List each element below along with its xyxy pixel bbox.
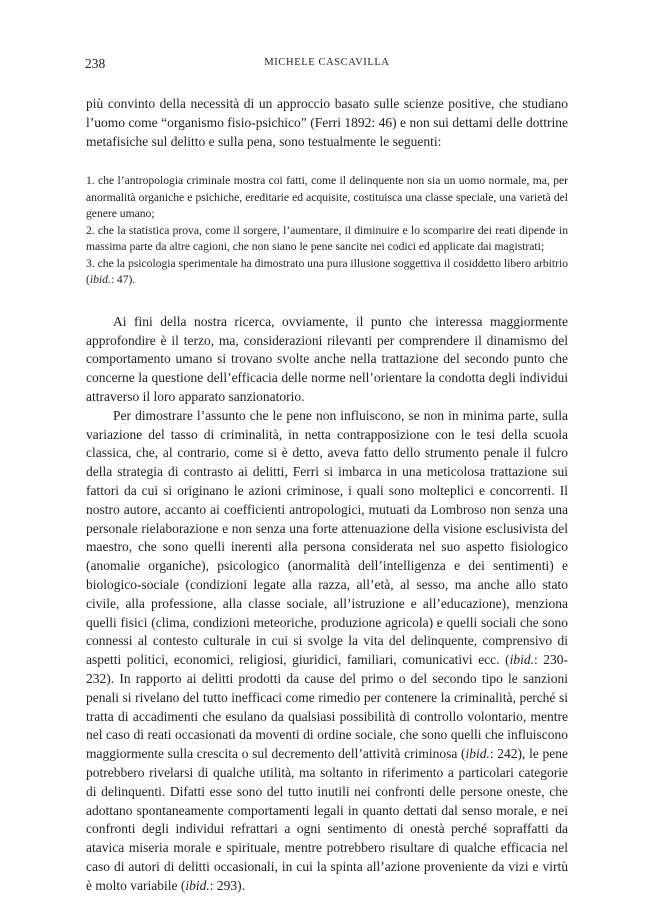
main-text	[86, 95, 568, 896]
citation-ibid: ibid.	[465, 746, 490, 762]
quote-item-3-end: : 47).	[110, 273, 136, 287]
intro-paragraph: più convinto della necessità di un approccio basato sulle scienze positive, che studiano l’uomo come “organismo fisio-psichico” (Ferri 1892: 46) e non sui dettami delle dottrine metafisiche sul delitto e sulla pena, sono testualmente le seguenti:	[86, 96, 568, 149]
quote-item-2: 2. che la statistica prova, come il sorgere, l’aumentare, il diminuire e lo scomparire dei reati dipende in massima parte da altre cagioni, che non siano le pene sancite nei codici ed applicate dai magistrati;	[86, 223, 568, 254]
page-number: 238	[85, 56, 106, 71]
quote-item-3-text: 3. che la psicologia sperimentale ha dimostrato una pura illusione soggettiva il cosiddetto libero arbitrio (	[86, 256, 568, 287]
quote-item-3	[86, 256, 568, 289]
quote-item-1: 1. che l’antropologia criminale mostra coi fatti, come il delinquente non sia un uomo normale, ma, per anormalità organiche e psichiche, ereditarie ed acquisite, costituisca una classe speciale, una varietà del genere umano;	[86, 174, 568, 221]
page-header	[85, 54, 569, 74]
paragraph-2-part-3: : 242), le pene potrebbero rivelarsi di qualche utilità, ma soltanto in riferimento a particolari categorie di delinquenti. Difatti esse sono del tutto inutili nei confronti delle persone oneste, che adottano spontaneamente comportamenti legali in quanto dettati dal senso morale, e nei confronti degli individui refrattari a ogni sentimento di onestà perché sopraffatti da atavica miseria morale e spirituale, mentre potrebbero risultare di qualche efficacia nel caso di autori di delitti occasionali, in cui la spinta all’azione proveniente da vizi e virtù è molto variabile (	[86, 746, 568, 893]
citation-ibid: ibid.	[509, 652, 534, 668]
running-head: MICHELE CASCAVILLA	[264, 57, 390, 68]
citation-ibid: ibid.	[185, 877, 210, 893]
paragraph-2-part-2: : 230-232). In rapporto ai delitti prodotti da cause del primo o del secondo tipo le sanzioni penali si rivelano del tutto inefficaci come rimedio per contenere la criminalità, perché si tratta di accadimenti che esulano da qualsiasi possibilità di controllo volontario, mentre nel caso di reati occasionati da moventi di ordine sociale, che sono quelli che influiscono maggiormente sulla crescita o sul decremento dell’attività criminosa (	[86, 652, 568, 762]
body-paragraph-2	[86, 407, 568, 896]
paragraph-2-part-4: : 293).	[209, 877, 245, 893]
paragraph-2-part-1: Per dimostrare l’assunto che le pene non influiscono, se non in minima parte, sulla variazione del tasso di criminalità, in netta contrapposizione con le tesi della scuola classica, che, al contrario, come si è detto, aveva fatto dello strumento penale il fulcro della strategia di contrasto ai delitti, Ferri si imbarca in una meticolosa trattazione sui fattori da cui si originano le azioni criminose, i quali sono molteplici e concorrenti. Il nostro autore, accanto ai coefficienti antropologici, mutuati da Lombroso non senza una personale rielaborazione e non senza una forte attenuazione della visione esclusivista del maestro, che sono quelli inerenti alla persona considerata nel suo aspetto fisiologico (anomalie organiche), psicologico (anormalità dell’intelligenza e dei sentimenti) e biologico-sociale (condizioni legate alla razza, all’età, al sesso, ma anche allo stato civile, alla professione, alla classe sociale, all’istruzione e all’educazione), menziona quelli fisici (clima, condizioni meteoriche, produzione agricola) e quelli sociali che sono connessi al contesto culturale in cui si svolge la vita del delinquente, comprensivo di aspetti politici, economici, religiosi, giuridici, familiari, comunicativi ecc. (	[86, 407, 568, 668]
citation-ibid: ibid.	[89, 273, 111, 287]
body-paragraph-1: Ai fini della nostra ricerca, ovviamente, il punto che interessa maggiormente approfondire è il terzo, ma, considerazioni rilevanti per comprendere il dinamismo del comportamento umano si trovano svolte anche nella trattazione del secondo punto che concerne la questione dell’efficacia delle norme nell’orientare la condotta degli individui attraverso il loro apparato sanzionatorio.	[86, 313, 568, 405]
block-quote	[86, 173, 568, 289]
